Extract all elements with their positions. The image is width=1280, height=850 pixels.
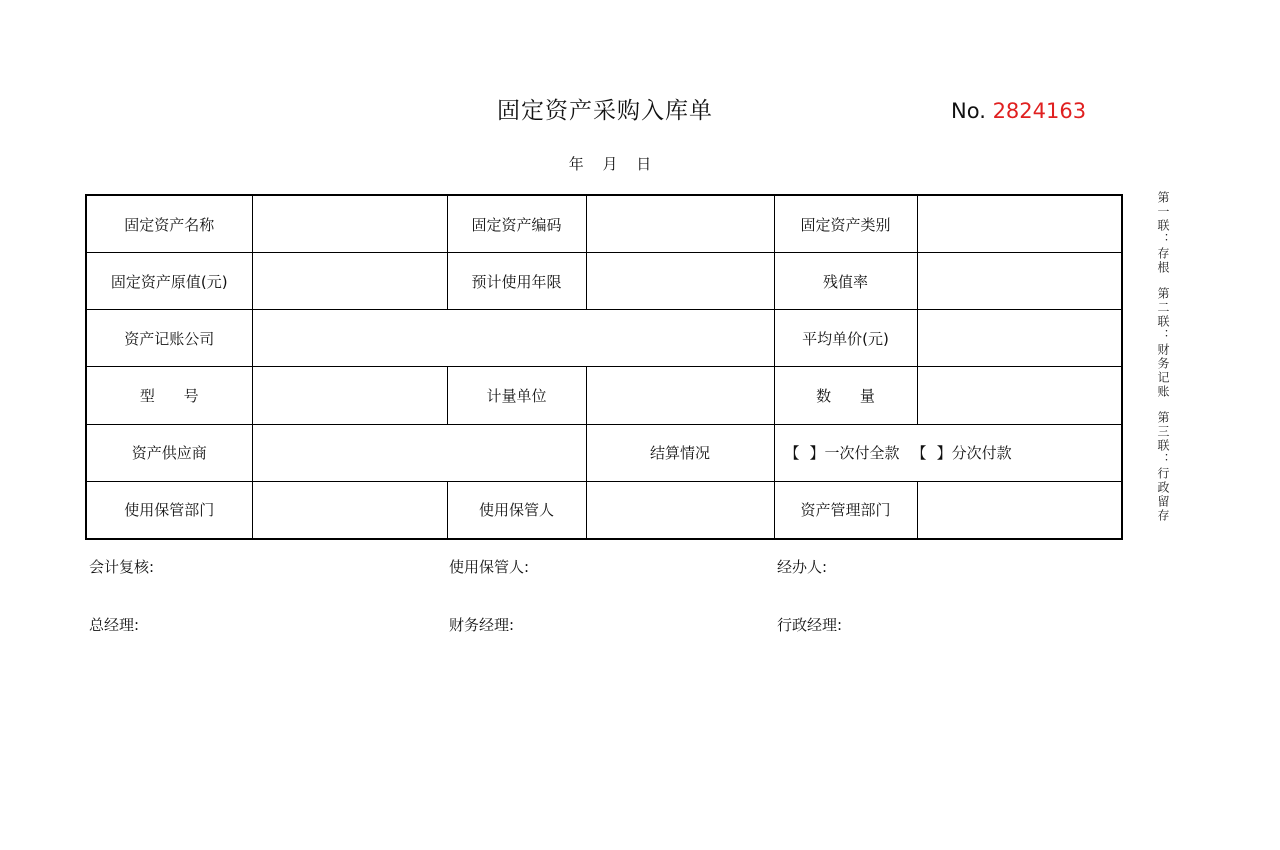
table-row bbox=[86, 367, 1122, 424]
checkbox-bracket-open: 【 bbox=[911, 444, 927, 463]
option-installment-payment[interactable] bbox=[912, 444, 1012, 462]
table-row bbox=[86, 253, 1122, 310]
handler-signature: 经办人: bbox=[777, 558, 828, 576]
asset-name-label: 固定资产名称 bbox=[86, 195, 252, 253]
original-value-label: 固定资产原值(元) bbox=[86, 253, 252, 310]
asset-category-field[interactable] bbox=[917, 195, 1122, 253]
residual-rate-field[interactable] bbox=[917, 253, 1122, 310]
table-row bbox=[86, 481, 1122, 539]
option-installment-payment-label: 分次付款 bbox=[951, 444, 1012, 463]
settlement-options bbox=[774, 424, 1122, 481]
asset-mgmt-dept-label: 资产管理部门 bbox=[774, 481, 917, 539]
using-dept-label: 使用保管部门 bbox=[86, 481, 252, 539]
quantity-label: 数 量 bbox=[774, 367, 917, 424]
table-row bbox=[86, 310, 1122, 367]
copy-3-note: 第三联：行政留存 bbox=[1156, 411, 1170, 523]
custodian-label: 使用保管人 bbox=[447, 481, 586, 539]
serial-number-value: 2824163 bbox=[992, 99, 1087, 123]
table-row bbox=[86, 424, 1122, 481]
accounting-company-label: 资产记账公司 bbox=[86, 310, 252, 367]
supplier-label: 资产供应商 bbox=[86, 424, 252, 481]
asset-form-table bbox=[85, 194, 1123, 540]
settlement-label: 结算情况 bbox=[586, 424, 774, 481]
custodian-signature: 使用保管人: bbox=[449, 558, 530, 576]
copy-distribution-note bbox=[1152, 191, 1174, 551]
general-manager-signature: 总经理: bbox=[89, 616, 140, 634]
avg-unit-price-label: 平均单价(元) bbox=[774, 310, 917, 367]
unit-field[interactable] bbox=[586, 367, 774, 424]
asset-code-label: 固定资产编码 bbox=[447, 195, 586, 253]
useful-life-field[interactable] bbox=[586, 253, 774, 310]
asset-category-label: 固定资产类别 bbox=[774, 195, 917, 253]
option-full-payment[interactable] bbox=[785, 444, 900, 462]
original-value-field[interactable] bbox=[252, 253, 447, 310]
date-year-label: 年 bbox=[568, 155, 584, 173]
avg-unit-price-field[interactable] bbox=[917, 310, 1122, 367]
model-field[interactable] bbox=[252, 367, 447, 424]
useful-life-label: 预计使用年限 bbox=[447, 253, 586, 310]
residual-rate-label: 残值率 bbox=[774, 253, 917, 310]
custodian-field[interactable] bbox=[586, 481, 774, 539]
serial-number bbox=[951, 99, 1086, 123]
option-full-payment-label: 一次付全款 bbox=[824, 444, 900, 463]
date-month-label: 月 bbox=[602, 155, 618, 173]
asset-code-field[interactable] bbox=[586, 195, 774, 253]
checkbox-bracket-close: 】 bbox=[809, 444, 825, 463]
date-line bbox=[540, 153, 680, 174]
supplier-field[interactable] bbox=[252, 424, 586, 481]
form-title: 固定资产采购入库单 bbox=[497, 98, 713, 124]
unit-label: 计量单位 bbox=[447, 367, 586, 424]
asset-mgmt-dept-field[interactable] bbox=[917, 481, 1122, 539]
serial-number-label: No. bbox=[951, 99, 986, 123]
accounting-review-signature: 会计复核: bbox=[89, 558, 155, 576]
table-row bbox=[86, 195, 1122, 253]
copy-2-note: 第二联：财务记账 bbox=[1156, 287, 1170, 399]
using-dept-field[interactable] bbox=[252, 481, 447, 539]
accounting-company-field[interactable] bbox=[252, 310, 774, 367]
finance-manager-signature: 财务经理: bbox=[449, 616, 515, 634]
admin-manager-signature: 行政经理: bbox=[777, 616, 843, 634]
checkbox-bracket-close: 】 bbox=[936, 444, 952, 463]
date-day-label: 日 bbox=[636, 155, 652, 173]
copy-1-note: 第一联：存根 bbox=[1156, 191, 1170, 275]
quantity-field[interactable] bbox=[917, 367, 1122, 424]
checkbox-bracket-open: 【 bbox=[784, 444, 800, 463]
model-label: 型 号 bbox=[86, 367, 252, 424]
asset-name-field[interactable] bbox=[252, 195, 447, 253]
